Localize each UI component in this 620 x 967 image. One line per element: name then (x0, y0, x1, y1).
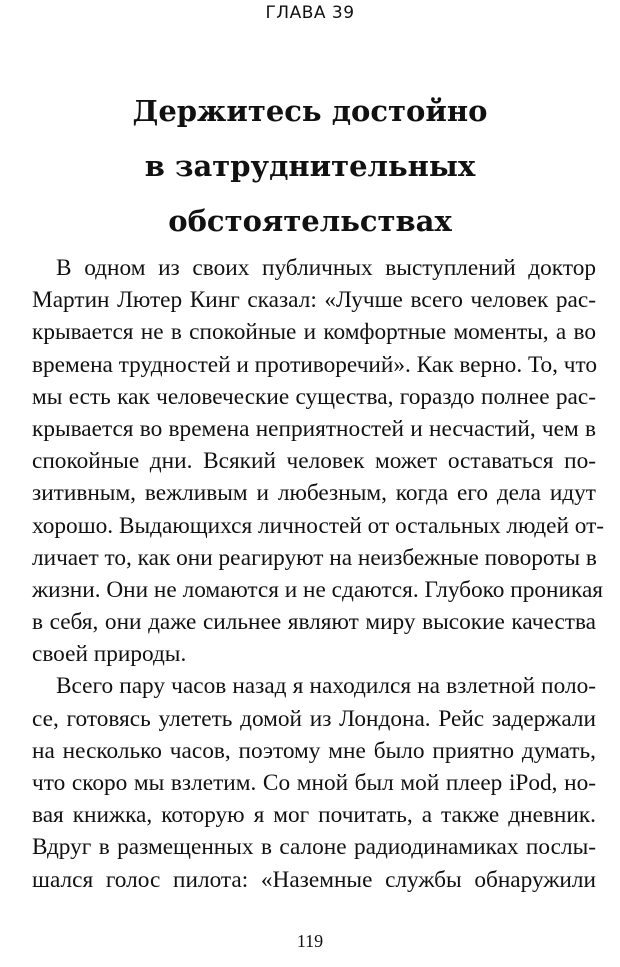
text-line: Мартин Лютер Кинг сказал: «Лучше всего человек рас- (32, 287, 596, 314)
text-line: в себя, они даже сильнее являют миру высокие качества (32, 609, 596, 636)
text-line: своей природы. (32, 641, 187, 668)
text-line: что скоро мы взлетим. Со мной был мой плеер iPod, но- (32, 770, 596, 796)
text-line: Всего пару часов назад я находился на взлетной поло- (56, 673, 596, 700)
paragraph-2 (32, 670, 596, 895)
text-line: зитивным, вежливым и любезным, когда его дела идут (32, 480, 596, 507)
text-line: жизни. Они не ломаются и не сдаются. Глубоко проникая (32, 576, 604, 603)
chapter-title-line-1: Держитесь достойно (132, 94, 488, 128)
text-line: времена трудностей и противоречий». Как верно. То, что (32, 351, 597, 378)
text-line: В одном из своих публичных выступлений доктор (56, 255, 596, 281)
text-line: мы есть как человеческие существа, гораздо полнее рас- (32, 383, 596, 410)
text-line: шался голос пилота: «Наземные службы обнаружили (32, 866, 596, 893)
text-line: крывается во времена неприятностей и несчастий, чем в (32, 415, 596, 442)
text-line: вая книжка, которую я мог почитать, а также дневник. (32, 802, 596, 829)
paragraph-1 (32, 252, 605, 670)
text-line: Вдруг в размещенных в салоне радиодинамиках послы- (32, 834, 596, 861)
text-line: личает то, как они реагируют на неизбежные повороты в (32, 544, 597, 571)
text-line: се, готовясь улететь домой из Лондона. Рейс задержали (32, 705, 596, 732)
text-line: хорошо. Выдающихся личностей от остальных людей от- (32, 512, 605, 539)
chapter-title (0, 84, 620, 249)
page-number: 119 (296, 931, 324, 951)
text-line: крывается не в спокойные и комфортные моменты, а во (32, 319, 596, 346)
text-line: спокойные дни. Всякий человек может оставаться по- (32, 448, 596, 475)
chapter-title-line-2: в затруднительных обстоятельствах (144, 149, 476, 238)
body-text (32, 252, 605, 896)
chapter-heading: ГЛАВА 39 (265, 3, 355, 23)
text-line: на несколько часов, поэтому мне было приятно думать, (32, 737, 596, 764)
